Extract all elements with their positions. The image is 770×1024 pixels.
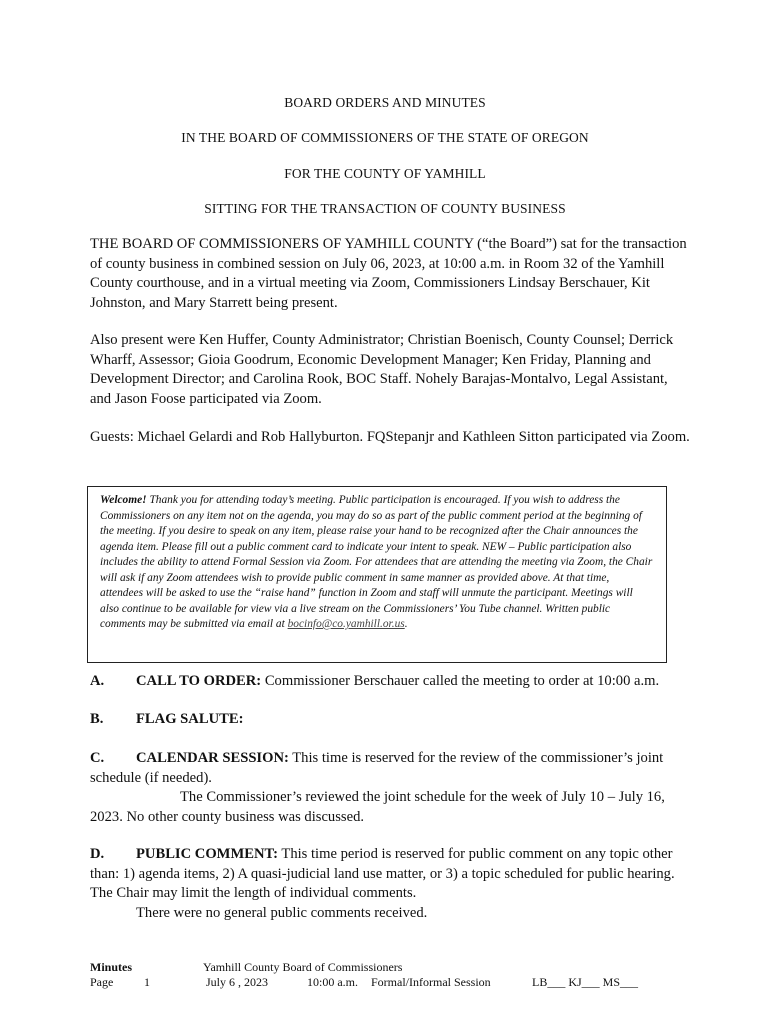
section-detail: There were no general public comments received. <box>136 904 428 921</box>
section-title: CALENDAR SESSION: <box>136 750 289 766</box>
footer-time: 10:00 a.m. <box>307 975 358 989</box>
section-calendar-session <box>90 749 680 827</box>
footer-session: Formal/Informal Session <box>371 975 491 989</box>
document-subtitle-session: SITTING FOR THE TRANSACTION OF COUNTY BUSINESS <box>204 201 566 216</box>
section-letter: A. <box>90 673 105 689</box>
welcome-lead: Welcome! <box>100 494 147 506</box>
footer-date: July 6 , 2023 <box>206 975 269 989</box>
welcome-notice-box <box>87 486 667 663</box>
section-text: This time is reserved for the review of the commissioner’s joint schedule (if needed). <box>90 750 664 786</box>
document-subtitle-county: FOR THE COUNTY OF YAMHILL <box>284 166 486 181</box>
email-link[interactable]: bocinfo@co.yamhill.or.us <box>287 618 405 630</box>
document-title: BOARD ORDERS AND MINUTES <box>284 95 486 110</box>
section-letter: D. <box>90 846 105 862</box>
section-letter: B. <box>90 711 104 727</box>
section-flag-salute <box>90 710 680 730</box>
section-detail: The Commissioner’s reviewed the joint schedule for the week of July 10 – July 16, 2023. No other county business was discussed. <box>90 789 665 825</box>
document-subtitle-board: IN THE BOARD OF COMMISSIONERS OF THE STATE OF OREGON <box>181 130 589 145</box>
section-title: FLAG SALUTE: <box>136 711 244 727</box>
section-letter: C. <box>90 750 105 766</box>
intro-paragraph-board: THE BOARD OF COMMISSIONERS OF YAMHILL COUNTY (“the Board”) sat for the transaction of county business in combined session on July 06, 2023, at 10:00 a.m. in Room 32 of the Yamhill County courthouse, and in a virtual meeting via Zoom, Commissioners Lindsay Berschauer, Kit Johnston, and Mary Starrett being present. <box>90 236 687 311</box>
intro-paragraph-present: Also present were Ken Huffer, County Administrator; Christian Boenisch, County Counsel; Derrick Wharff, Assessor; Gioia Goodrum, Economic Development Manager; Ken Friday, Planning and Development Director; and Carolina Rook, BOC Staff. Nohely Barajas-Montalvo, Legal Assistant, and Jason Foose participated via Zoom. <box>90 332 674 407</box>
footer-page-number: 1 <box>144 975 150 989</box>
section-public-comment <box>90 845 680 923</box>
footer-initials: LB___ KJ___ MS___ <box>532 975 639 989</box>
section-call-to-order <box>90 672 680 692</box>
welcome-notice-text <box>100 493 654 633</box>
footer-label: Minutes <box>90 960 132 974</box>
section-title: PUBLIC COMMENT: <box>136 846 279 862</box>
footer-org: Yamhill County Board of Commissioners <box>203 960 403 974</box>
welcome-tail: . <box>404 618 408 630</box>
section-text: This time period is reserved for public comment on any topic other than: 1) agenda items, 2) A quasi-judicial land use matter, or 3) a topic scheduled for public hearing. The Chair may limit the length of individual comments. <box>90 846 675 901</box>
footer-page-label: Page <box>90 975 114 989</box>
intro-paragraph-guests: Guests: Michael Gelardi and Rob Hallyburton. FQStepanjr and Kathleen Sitton participated via Zoom. <box>90 429 690 445</box>
section-title: CALL TO ORDER: <box>136 673 262 689</box>
section-text: Commissioner Berschauer called the meeting to order at 10:00 a.m. <box>261 673 660 689</box>
welcome-body: Thank you for attending today’s meeting. Public participation is encouraged. If you wish to address the Commissioners on any item not on the agenda, you may do so as part of the public comment period at the beginning of the meeting. If you desire to speak on any item, please raise your hand to be recognized after the Chair announces the agenda item. Please fill out a public comment card to indicate your intent to speak. NEW – Public participation also includes the ability to attend Formal Session via Zoom. For attendees that are attending the meeting via Zoom, the Chair will ask if any Zoom attendees wish to provide public comment in same manner as provided above. At that time, attendees will be asked to use the “raise hand” function in Zoom and staff will unmute the participant. Meetings will also continue to be available for view via a live stream on the Commissioners’ You Tube channel. Written public comments may be submitted via email at <box>100 494 653 630</box>
